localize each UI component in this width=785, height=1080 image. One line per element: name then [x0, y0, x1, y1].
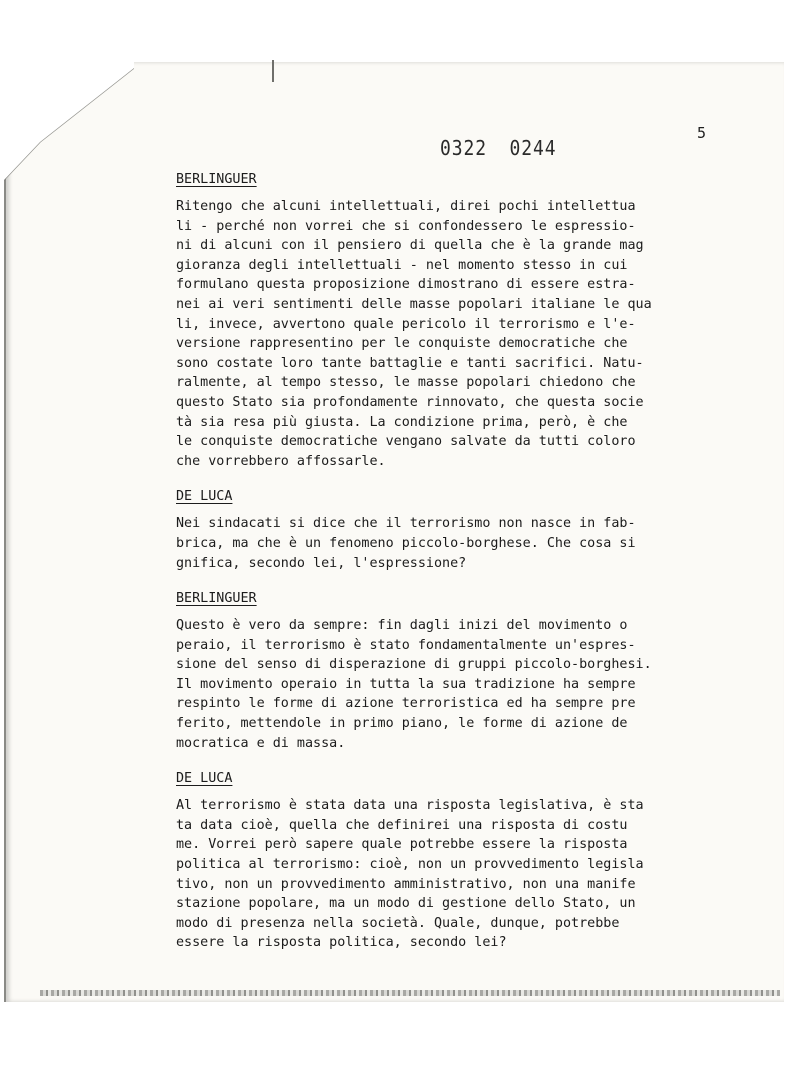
transcript-section — [176, 591, 716, 753]
text-line: nei ai veri sentimenti delle masse popolari italiane le qua — [176, 296, 652, 312]
text-line: che vorrebbero affossarle. — [176, 453, 386, 469]
text-line: politica al terrorismo: cioè, non un provvedimento legisla — [176, 857, 644, 873]
section-text — [176, 197, 716, 471]
text-line: Ritengo che alcuni intellettuali, direi pochi intellettua — [176, 199, 636, 214]
transcript-section — [176, 172, 716, 471]
text-line: ta data cioè, quella che definirei una risposta di costu — [176, 817, 628, 833]
page-number: 5 — [697, 124, 707, 142]
text-line: mocratica e di massa. — [176, 735, 346, 751]
section-text — [176, 514, 716, 573]
text-line: Questo è vero da sempre: fin dagli inizi del movimento o — [176, 618, 628, 634]
text-line: brica, ma che è un fenomeno piccolo-borghese. Che cosa si — [176, 535, 636, 551]
text-line: me. Vorrei però sapere quale potrebbe essere la risposta — [176, 837, 628, 853]
interview-transcript — [176, 172, 716, 971]
text-line: formulano questa proposizione dimostrano di essere estra- — [176, 277, 636, 293]
speaker-name: BERLINGUER — [176, 591, 257, 607]
text-line: le conquiste democratiche vengano salvate da tutti coloro — [176, 434, 636, 450]
text-line: essere la risposta politica, secondo lei? — [176, 935, 507, 951]
section-text — [176, 616, 716, 753]
archive-stamp-number: 0322 0244 — [440, 136, 557, 160]
text-line: gioranza degli intellettuali - nel momento stesso in cui — [176, 257, 628, 273]
text-line: li, invece, avvertono quale pericolo il terrorismo e l'e- — [176, 316, 636, 332]
text-line: Al terrorismo è stata data una risposta legislativa, è sta — [176, 798, 644, 814]
text-line: Il movimento operaio in tutta la sua tradizione ha sempre — [176, 676, 636, 692]
transcript-section — [176, 771, 716, 953]
text-line: stazione popolare, ma un modo di gestione dello Stato, un — [176, 896, 636, 912]
text-line: questo Stato sia profondamente rinnovato, che questa socie — [176, 394, 644, 410]
text-line: li - perché non vorrei che si confondessero le espressio- — [176, 218, 636, 234]
text-line: gnifica, secondo lei, l'espressione? — [176, 555, 467, 571]
text-line: peraio, il terrorismo è stato fondamentalmente un'espres- — [176, 637, 636, 653]
speaker-name: DE LUCA — [176, 489, 233, 505]
text-line: tà sia resa più giusta. La condizione prima, però, è che — [176, 414, 628, 430]
text-line: versione rappresentino per le conquiste democratiche che — [176, 336, 628, 352]
speaker-name: BERLINGUER — [176, 172, 257, 187]
text-line: tivo, non un provvedimento amministrativo, non una manife — [176, 876, 636, 892]
text-line: modo di presenza nella società. Quale, dunque, potrebbe — [176, 915, 620, 931]
bottom-edge-scan-artifact — [40, 990, 780, 996]
text-line: ralmente, al tempo stesso, le masse popolari chiedono che — [176, 375, 636, 391]
text-line: ni di alcuni con il pensiero di quella che è la grande mag — [176, 238, 644, 254]
transcript-section — [176, 489, 716, 573]
section-text — [176, 796, 716, 953]
speaker-name: DE LUCA — [176, 771, 233, 787]
text-line: Nei sindacati si dice che il terrorismo non nasce in fab- — [176, 516, 636, 532]
text-line: sione del senso di disperazione di gruppi piccolo-borghesi. — [176, 657, 652, 673]
text-line: sono costate loro tante battaglie e tanti sacrifici. Natu- — [176, 355, 644, 371]
text-line: respinto le forme di azione terroristica ed ha sempre pre — [176, 696, 636, 712]
top-edge-mark — [272, 60, 274, 82]
text-line: ferito, mettendole in primo piano, le forme di azione de — [176, 716, 628, 732]
